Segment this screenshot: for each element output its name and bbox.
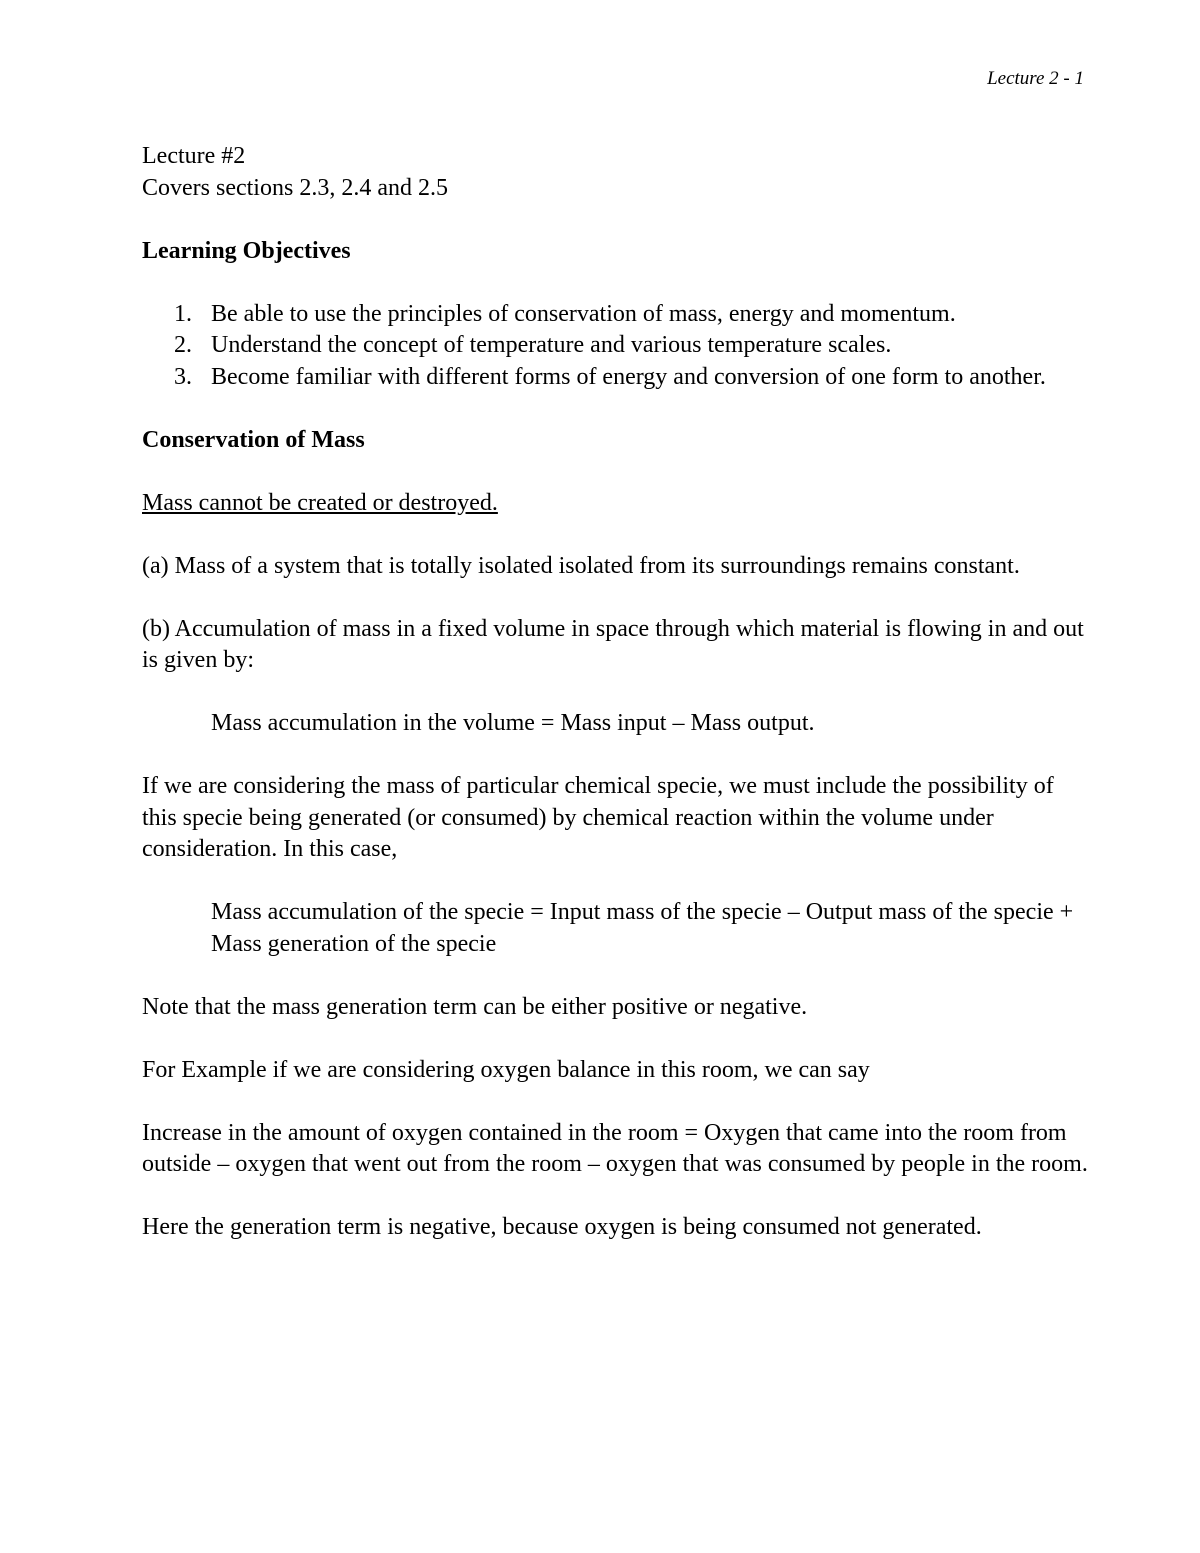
list-item <box>174 330 1092 362</box>
list-item <box>174 362 1092 394</box>
sections-covered: Covers sections 2.3, 2.4 and 2.5 <box>142 174 448 201</box>
list-item-text: Become familiar with different forms of energy and conversion of one form to another. <box>211 363 1046 390</box>
page-label: Lecture 2 - 1 <box>987 68 1084 89</box>
list-item-number: 1. <box>174 300 192 327</box>
equation-mass-balance: Mass accumulation in the volume = Mass input – Mass output. <box>211 710 815 736</box>
lecture-title: Lecture #2 <box>142 143 246 169</box>
objectives-heading: Learning Objectives <box>142 237 351 264</box>
mass-heading: Conservation of Mass <box>142 426 365 453</box>
list-item-number: 2. <box>174 332 192 358</box>
equation-specie-balance: Mass accumulation of the specie = Input mass of the specie – Output mass of the specie + Mass generation of the specie <box>211 899 1074 957</box>
point-a: (a) Mass of a system that is totally isolated isolated from its surroundings remains constant. <box>142 552 1020 579</box>
document-body <box>142 141 1092 1244</box>
list-item <box>174 299 1092 331</box>
conclusion-paragraph: Here the generation term is negative, because oxygen is being consumed not generated. <box>142 1214 982 1240</box>
specie-paragraph: If we are considering the mass of particular chemical specie, we must include the possibility of this specie being generated (or consumed) by chemical reaction within the volume under consideration. In this case, <box>142 773 1054 862</box>
list-item-text: Understand the concept of temperature and various temperature scales. <box>211 332 892 358</box>
objectives-list <box>142 299 1092 394</box>
point-b: (b) Accumulation of mass in a fixed volume in space through which material is flowing in and out is given by: <box>142 615 1084 673</box>
list-item-number: 3. <box>174 363 192 390</box>
list-item-text: Be able to use the principles of conservation of mass, energy and momentum. <box>211 300 956 327</box>
mass-principle: Mass cannot be created or destroyed. <box>142 489 498 516</box>
generation-note: Note that the mass generation term can be either positive or negative. <box>142 993 808 1020</box>
example-body: Increase in the amount of oxygen contained in the room = Oxygen that came into the room from outside – oxygen that went out from the room – oxygen that was consumed by people in the room. <box>142 1119 1088 1177</box>
example-intro: For Example if we are considering oxygen balance in this room, we can say <box>142 1056 870 1083</box>
